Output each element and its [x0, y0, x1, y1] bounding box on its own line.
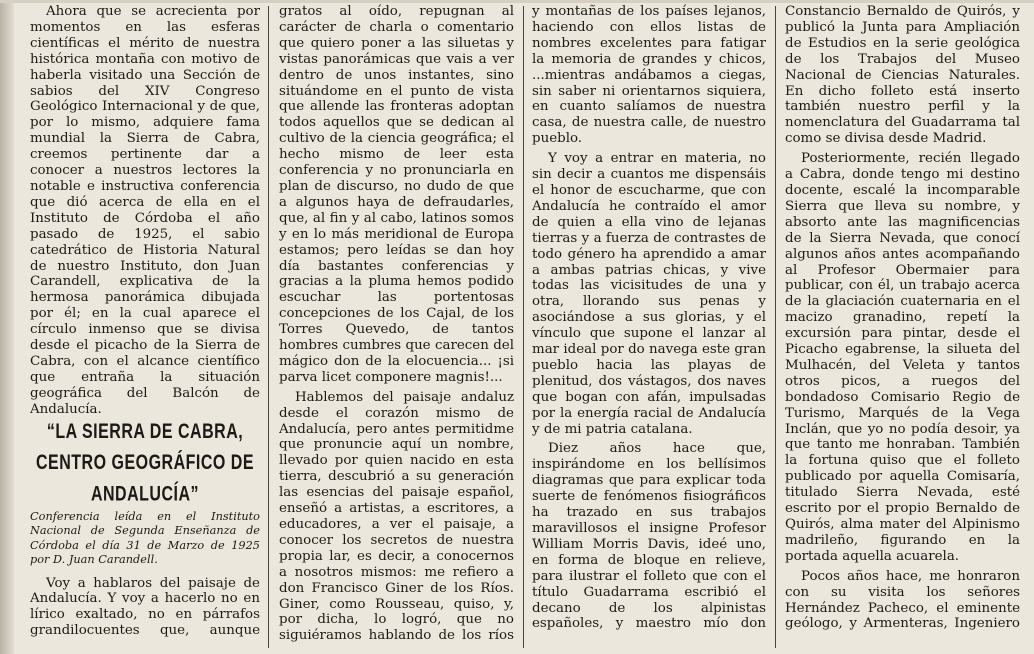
page-binding-edge	[0, 0, 14, 654]
column-rule	[775, 6, 776, 648]
body-paragraph: Voy a hablaros del paisaje de Andalucía. Y voy a hacerlo no en lírico exaltado, no en párrafos grandilocuentes que, aunque	[30, 575, 260, 639]
body-paragraph: Pocos años hace, me honraron con su visita los señores Hernández Pacheco, el eminente geólogo, y Armenteras, Ingeniero	[785, 568, 1020, 632]
body-paragraph: Diez años hace que, inspirándome en los bellísimos diagramas que para explicar toda suerte de fenómenos fisiográficos ha trazado en sus trabajos maravillosos el insigne Profesor William Morris Davis, ideé uno, en forma de bloque en relieve, para ilustrar el folleto que con el título Guadarrama escribió el decano de los alpinistas españoles, y maestro mío don	[532, 441, 766, 632]
body-paragraph: Y voy a entrar en materia, no sin decir a cuantos me dispensáis el honor de escucharme, que con Andalucía he contraído el amor de quien a ella vino de lejanas tierras y a fuerza de contrastes de todo género ha aprendido a amar a ambas patrias chicas, y vive todas las vicisitudes de una y otra, llorando sus penas y asociándose a sus glorias, y el vínculo que supone el lanzar al mar ideal por do navega este gran pueblo hacia las playas de plenitud, dos vástagos, dos naves que bogan con afán, impulsadas por la energía racial de Andalucía y de mi patria catalana.	[532, 151, 766, 437]
column-2	[279, 4, 514, 650]
body-paragraph: Constancio Bernaldo de Quirós, y publicó la Junta para Ampliación de Estudios en la serie geológica de los Trabajos del Museo Nacional de Ciencias Naturales. En dicho folleto está inserto también nuestro perfil y la nomenclatura del Guadarrama tal como se divisa desde Madrid.	[785, 4, 1020, 147]
body-paragraph: Posteriormente, recién llegado a Cabra, donde tengo mi destino docente, escalé la incomparable Sierra que lleva su nombre, y absorto ante las magnificencias de la Sierra Nevada, que conocí algunos años antes acompañando al Profesor Obermaier para publicar, con él, un trabajo acerca de la glaciación cuaternaria en el macizo granadino, repetí la excursión para pintar, desde el Picacho egabrense, la silueta del Mulhacén, del Veleta y tantos otros picos, a ruegos del bondadoso Comisario Regio de Turismo, Marqués de la Vega Inclán, que yo no podía desoir, ya que tanto me honraban. También la fortuna quiso que el folleto publicado por aquella Comisaría, titulado Sierra Nevada, esté escrito por el propio Bernaldo de Quirós, alma mater del Alpinismo madrileño, figurando en la portada aquella acuarela.	[785, 151, 1020, 564]
body-paragraph: Hablemos del paisaje andaluz desde el corazón mismo de Andalucía, pero antes permitidme que pronuncie aquí un nombre, llevado por quien nacido en esta tierra, descubrió a su generación las esencias del paisaje español, enseñó a artistas, a escritores, a educadores, a ver el paisaje, a conocer los secretos de nuestra propia lar, es decir, a conocernos a nosotros mismos: me refiero a don Francisco Giner de los Ríos. Giner, como Rousseau, quiso, y, por dicha, lo logró, que no siguiéramos hablando de los ríos	[279, 389, 514, 644]
column-rule	[523, 6, 524, 648]
column-1	[30, 4, 260, 650]
body-paragraph: gratos al oído, repugnan al carácter de charla o comentario que quiero poner a las siluetas y vistas panorámicas que vais a ver dentro de unos instantes, sino situándome en el punto de vista que allende las fronteras adoptan todos aquellos que se dedican al cultivo de la ciencia geográfica; el hecho mismo de leer esta conferencia y no pronunciarla en plan de discurso, no dudo de que a algunos haya de defraudarles, que, al fin y al cabo, latinos somos y en lo más meridional de Europa estamos; pero leídas se dan hoy día bastantes conferencias y gracias a la pluma hemos podido escuchar las portentosas concepciones de los Cajal, de los Torres Quevedo, de tantos hombres cumbres que carecen del mágico don de la elocuencia... ¡si parva licet componere magnis!...	[279, 4, 514, 385]
column-4	[785, 4, 1020, 650]
column-3	[532, 4, 766, 650]
intro-paragraph: Ahora que se acrecienta por momentos en las esferas científicas el mérito de nuestra histórica montaña con motivo de haberla visitado una Sección de sabios del XIV Congreso Geológico Internacional y de que, por lo mismo, adquiere fama mundial la Sierra de Cabra, creemos pertinente dar a conocer a nuestros lectores la notable e instructiva conferencia que dió acerca de ella en el Instituto de Córdoba el año pasado de 1925, el sabio catedrático de Historia Natural de nuestro Instituto, don Juan Carandell, explicativa de la hermosa panorámica dibujada por él; en la cual aparece el círculo inmenso que se divisa desde el picacho de la Sierra de Cabra, con el alcance científico que entraña la situación geográfica del Balcón de Andalucía.	[30, 4, 260, 417]
article-subheading: Conferencia leída en el Instituto Nacional de Segunda Enseñanza de Córdoba el día 31 de Marzo de 1925 por D. Juan Carandell.	[30, 509, 260, 567]
top-edge-strip	[0, 0, 1034, 3]
body-paragraph: y montañas de los países lejanos, haciendo con ellos listas de nombres excelentes para fatigar la memoria de grandes y chicos, ...mientras andábamos a ciegas, sin saber ni orientarnos siquiera, en cuanto salíamos de nuestra casa, de nuestra calle, de nuestro pueblo.	[532, 4, 766, 147]
article-headline: “LA SIERRA DE CABRA, CENTRO GEOGRÁFICO DE ANDALUCÍA”	[36, 420, 255, 506]
column-rule	[268, 6, 269, 648]
